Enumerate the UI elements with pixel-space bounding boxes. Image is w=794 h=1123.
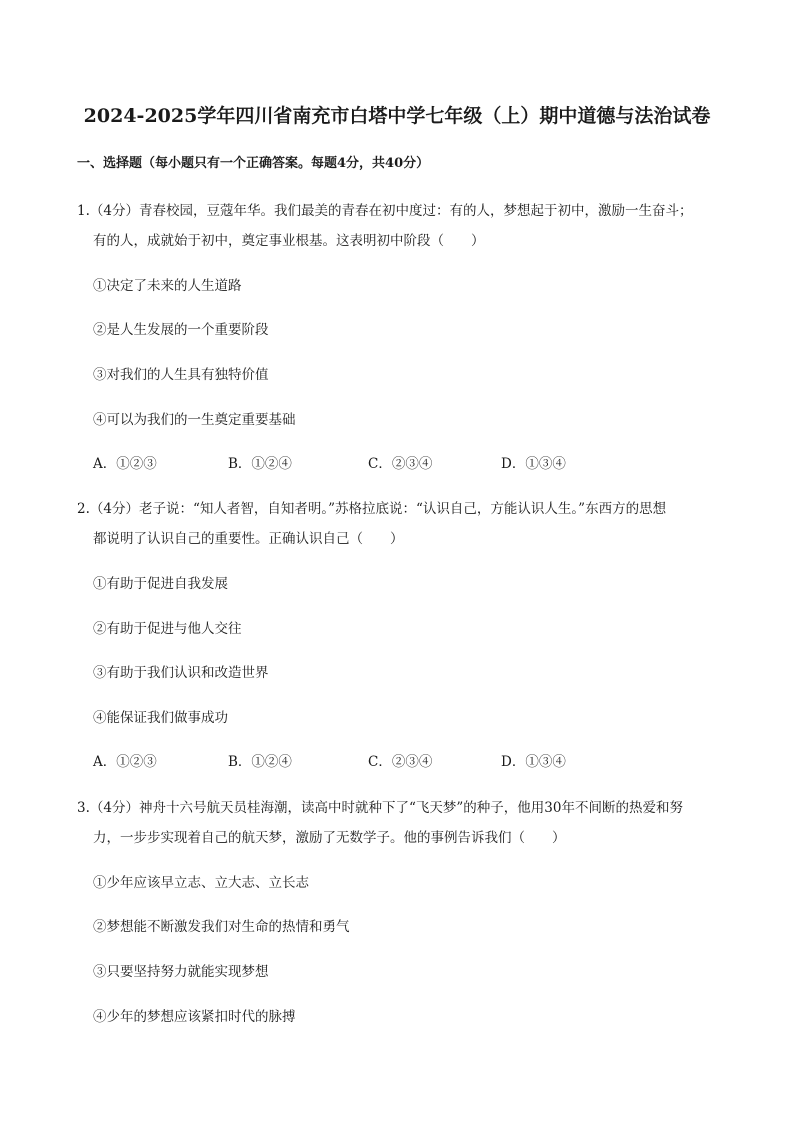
question-2-choice-b[interactable]: B．①②④ — [228, 754, 292, 770]
section-heading: 一、选择题（每小题只有一个正确答案。每题4分，共40分） — [77, 156, 430, 171]
question-3-line-1: 3.（4分）神舟十六号航天员桂海潮，读高中时就种下了“飞天梦”的种子，他用30年不间断的热爱和努 — [77, 800, 683, 816]
question-2-item-2: ②有助于促进与他人交往 — [93, 621, 242, 637]
question-2-line-2: 都说明了认识自己的重要性。正确认识自己（ ） — [93, 531, 404, 547]
question-2-line-1: 2.（4分）老子说：“知人者智，自知者明。”苏格拉底说：“认识自己，方能认识人生。”东西方的思想 — [77, 501, 667, 517]
question-2-choice-a[interactable]: A．①②③ — [93, 754, 157, 770]
question-3-line-2: 力，一步步实现着自己的航天梦，激励了无数学子。他的事例告诉我们（ ） — [93, 830, 566, 846]
question-1-line-2: 有的人，成就始于初中，奠定事业根基。这表明初中阶段（ ） — [93, 233, 485, 249]
question-1-choice-d[interactable]: D．①③④ — [501, 456, 566, 472]
question-2-item-3: ③有助于我们认识和改造世界 — [93, 665, 269, 681]
question-3-item-2: ②梦想能不断激发我们对生命的热情和勇气 — [93, 919, 350, 935]
question-1-choice-b[interactable]: B．①②④ — [228, 456, 292, 472]
question-1-line-1: 1.（4分）青春校园，豆蔻年华。我们最美的青春在初中度过：有的人，梦想起于初中，激励一生奋斗； — [77, 203, 693, 219]
question-1-item-1: ①决定了未来的人生道路 — [93, 278, 242, 294]
question-2-choice-c[interactable]: C．②③④ — [368, 754, 433, 770]
question-1-choice-a[interactable]: A．①②③ — [93, 456, 157, 472]
question-1-item-2: ②是人生发展的一个重要阶段 — [93, 322, 269, 338]
question-2-item-4: ④能保证我们做事成功 — [93, 710, 228, 726]
question-1-item-3: ③对我们的人生具有独特价值 — [93, 367, 269, 383]
question-3-item-4: ④少年的梦想应该紧扣时代的脉搏 — [93, 1009, 296, 1025]
question-1-item-4: ④可以为我们的一生奠定重要基础 — [93, 412, 296, 428]
question-3-item-3: ③只要坚持努力就能实现梦想 — [93, 964, 269, 980]
question-2-choice-d[interactable]: D．①③④ — [501, 754, 566, 770]
question-1-choice-c[interactable]: C．②③④ — [368, 456, 433, 472]
page-title: 2024-2025学年四川省南充市白塔中学七年级（上）期中道德与法治试卷 — [83, 105, 711, 127]
question-3-item-1: ①少年应该早立志、立大志、立长志 — [93, 875, 309, 891]
question-2-item-1: ①有助于促进自我发展 — [93, 576, 228, 592]
